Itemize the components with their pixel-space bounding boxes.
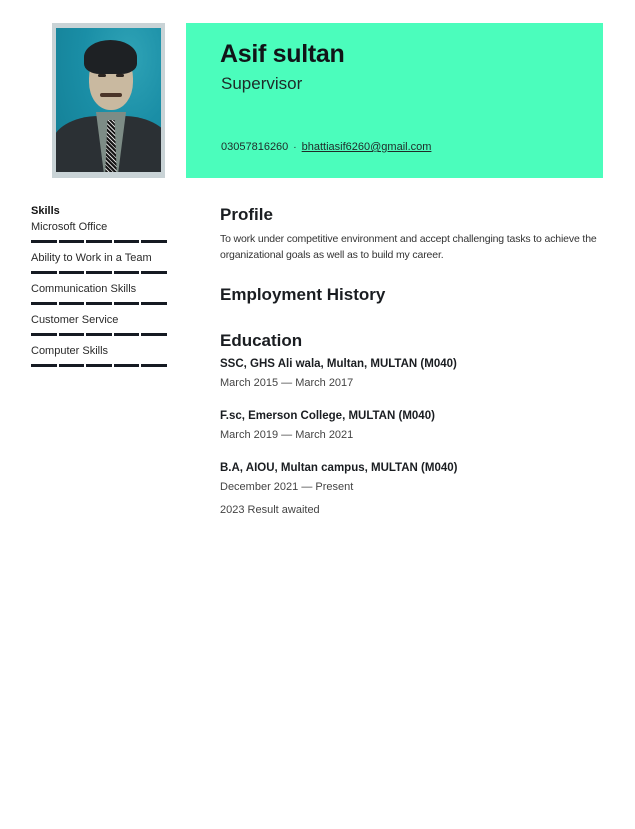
candidate-name: Asif sultan (220, 40, 345, 68)
skill-label: Communication Skills (31, 283, 137, 295)
skill-level-bar (31, 240, 167, 243)
contact-info (221, 141, 431, 153)
profile-summary: To work under competitive environment and accept challenging tasks to achieve the organizational goals as well as to build my career. (220, 233, 597, 261)
sidebar (31, 205, 167, 375)
skill-item (31, 251, 167, 274)
header-banner (186, 23, 603, 178)
email-link[interactable]: bhattiasif6260@gmail.com (301, 141, 432, 153)
education-dates: December 2021 — Present (220, 481, 354, 493)
skill-item (31, 220, 167, 243)
skills-heading: Skills (31, 205, 60, 217)
skill-level-bar (31, 364, 167, 367)
skill-item (31, 344, 167, 367)
education-degree: B.A, AIOU, Multan campus, MULTAN (M040) (220, 462, 458, 474)
skill-item (31, 282, 167, 305)
education-degree: SSC, GHS Ali wala, Multan, MULTAN (M040) (220, 358, 457, 370)
phone-number: 03057816260 (221, 141, 289, 153)
employment-history-heading: Employment History (220, 285, 386, 304)
skill-level-bar (31, 271, 167, 274)
education-heading: Education (220, 331, 303, 350)
skill-level-bar (31, 333, 167, 336)
education-dates: March 2019 — March 2021 (220, 429, 354, 441)
education-entry (220, 461, 610, 517)
education-dates: March 2015 — March 2017 (220, 377, 354, 389)
main-content (220, 205, 610, 517)
skill-level-bar (31, 302, 167, 305)
skill-label: Ability to Work in a Team (31, 252, 152, 264)
education-degree: F.sc, Emerson College, MULTAN (M040) (220, 410, 435, 422)
education-entry (220, 357, 610, 390)
education-description: 2023 Result awaited (220, 504, 320, 516)
profile-photo-image (56, 28, 161, 172)
job-title: Supervisor (221, 74, 303, 93)
contact-separator: · (293, 141, 297, 153)
skill-label: Customer Service (31, 314, 119, 326)
profile-photo (52, 23, 165, 178)
education-entry (220, 409, 610, 442)
skill-item (31, 313, 167, 336)
profile-heading: Profile (220, 205, 273, 224)
skill-label: Microsoft Office (31, 221, 108, 233)
skill-label: Computer Skills (31, 345, 109, 357)
